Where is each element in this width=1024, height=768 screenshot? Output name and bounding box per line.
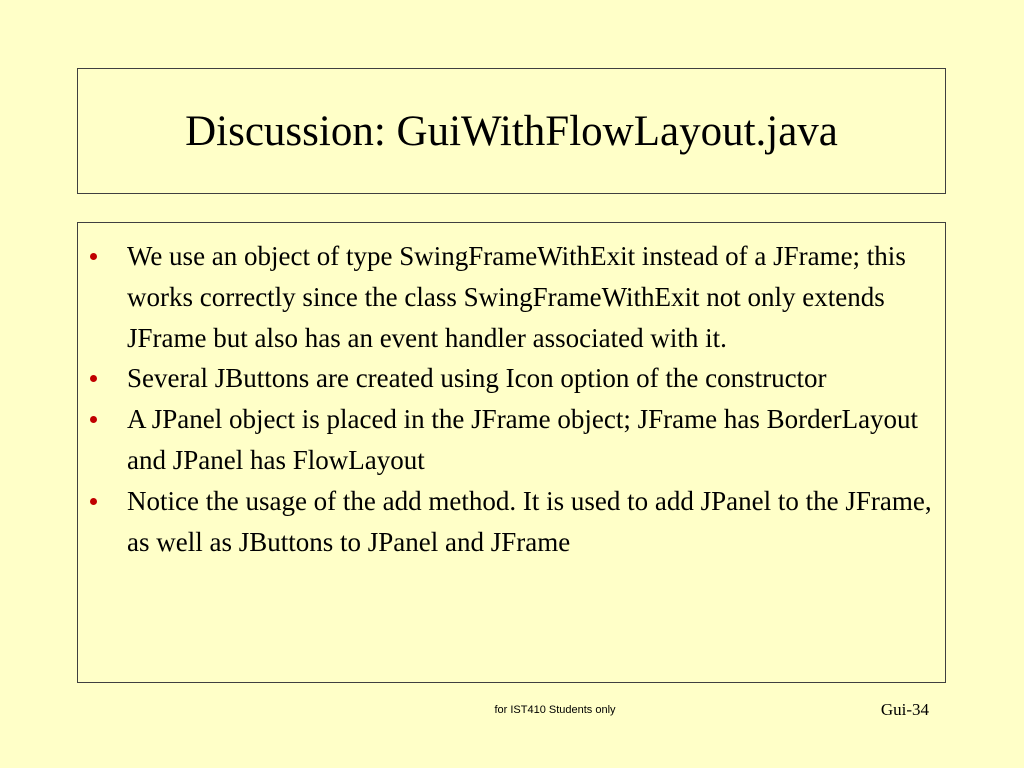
- bullet-text: Several JButtons are created using Icon option of the constructor: [127, 363, 827, 394]
- footer-text: for IST410 Students only: [494, 704, 616, 716]
- bullet-item: [78, 358, 947, 399]
- bullet-dot-icon: [90, 253, 97, 260]
- bullet-list: [78, 236, 947, 562]
- bullet-text: A JPanel object is placed in the JFrame object; JFrame has BorderLayout and JPanel has FlowLayout: [127, 404, 919, 475]
- bullet-item: [78, 481, 947, 563]
- page-number: Gui-34: [880, 700, 929, 719]
- bullet-text: We use an object of type SwingFrameWithExit instead of a JFrame; this works correctly since the class SwingFrameWithExit not only extends JFrame but also has an event handler associated with it.: [127, 241, 906, 353]
- bullet-text: Notice the usage of the add method. It is used to add JPanel to the JFrame, as well as JButtons to JPanel and JFrame: [127, 485, 932, 557]
- content-box: [77, 222, 946, 683]
- bullet-dot-icon: [90, 416, 97, 423]
- bullet-dot-icon: [90, 498, 97, 505]
- bullet-dot-icon: [90, 375, 97, 382]
- bullet-item: [78, 399, 947, 481]
- slide-title: Discussion: GuiWithFlowLayout.java: [185, 107, 838, 155]
- bullet-item: [78, 236, 947, 358]
- title-box: [77, 68, 946, 194]
